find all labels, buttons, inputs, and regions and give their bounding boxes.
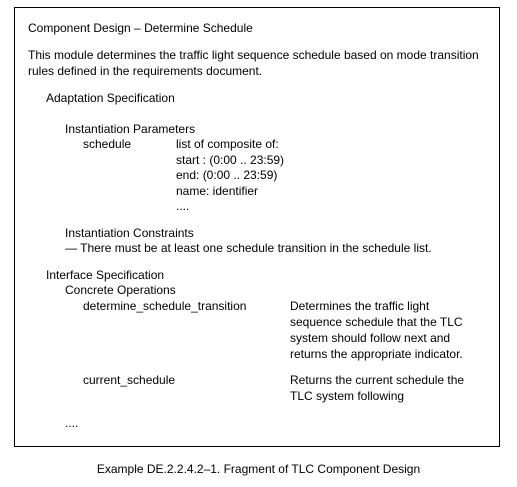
param-field-end: end: (0:00 .. 23:59) [176,168,278,182]
operation-description-line: Returns the current schedule the [290,373,465,387]
operation-description-line: Determines the traffic light [290,299,430,313]
param-field-ellipsis: .... [176,199,190,213]
concrete-operations-heading: Concrete Operations [65,283,176,297]
interface-ellipsis: .... [65,416,79,430]
operation-name: current_schedule [83,373,176,387]
operation-description-line: system should follow next and [290,331,451,345]
operation-description-line: returns the appropriate indicator. [290,347,463,361]
param-name: schedule [83,137,132,151]
document-title: Component Design – Determine Schedule [28,21,253,35]
constraint-item: — There must be at least one schedule transition in the schedule list. [65,241,432,255]
instantiation-constraints-heading: Instantiation Constraints [65,226,194,240]
operation-description-line: sequence schedule that the TLC [290,315,463,329]
adaptation-spec-heading: Adaptation Specification [46,91,175,105]
param-field-start: start : (0:00 .. 23:59) [176,153,285,167]
interface-spec-heading: Interface Specification [46,268,165,282]
operation-name: determine_schedule_transition [83,299,247,313]
intro-text-line-2: rules defined in the requirements document. [28,64,263,78]
operation-description-line: TLC system following [290,389,405,403]
figure-caption: Example DE.2.2.4.2–1. Fragment of TLC Component Design [96,462,421,476]
intro-text-line-1: This module determines the traffic light sequence schedule based on mode transition [28,48,479,62]
param-type: list of composite of: [176,137,279,151]
param-field-name: name: identifier [176,184,259,198]
instantiation-parameters-heading: Instantiation Parameters [65,122,196,136]
